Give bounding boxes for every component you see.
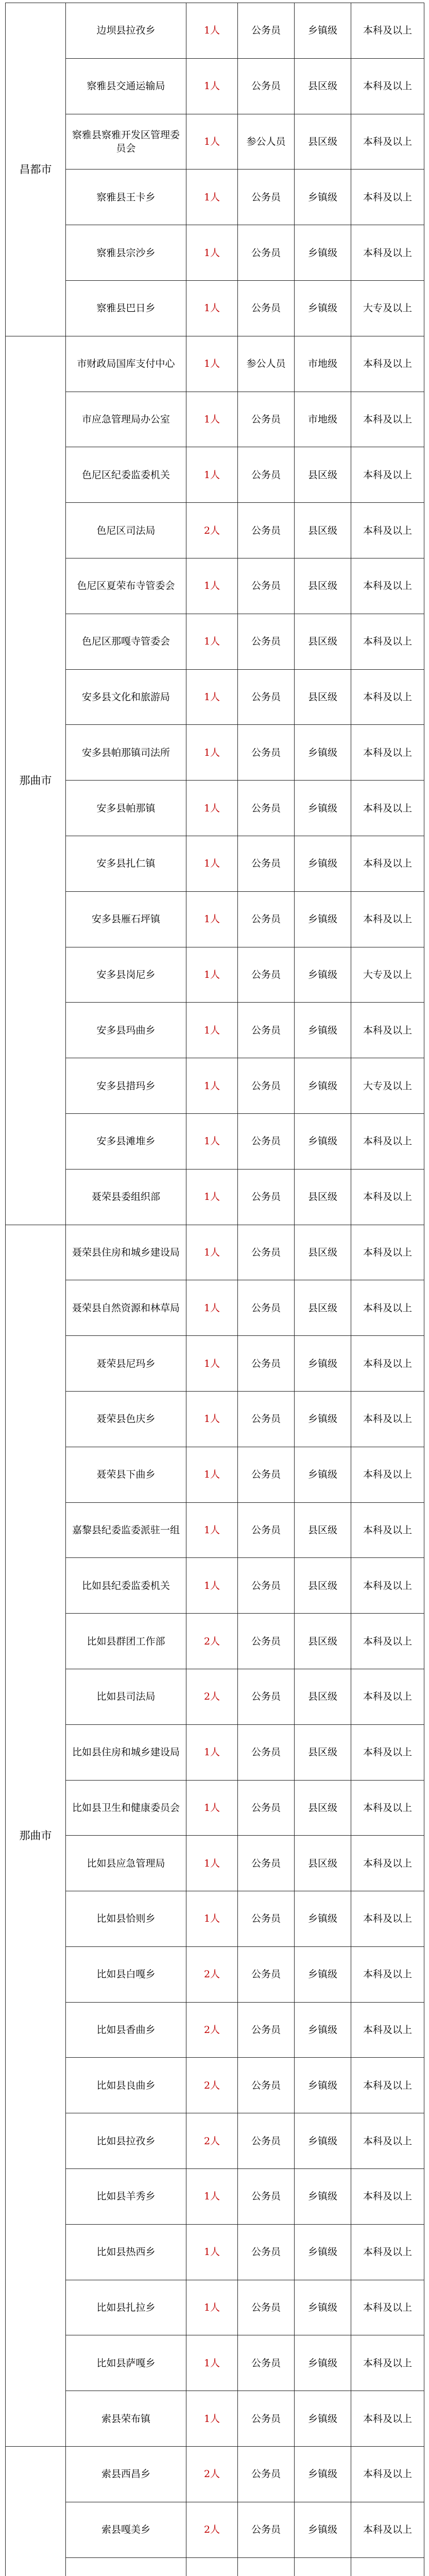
admin-level-cell: 乡镇级 xyxy=(295,2224,351,2280)
unit-name-cell: 安多县帕那镇 xyxy=(66,781,186,836)
table-row xyxy=(6,1502,424,1558)
headcount-cell: 1人 xyxy=(186,1169,238,1225)
education-requirement-cell: 本科及以上 xyxy=(351,336,424,392)
unit-name-cell: 安多县滩堆乡 xyxy=(66,1113,186,1169)
staff-type-cell: 公务员 xyxy=(238,1225,295,1280)
headcount-cell: 2人 xyxy=(186,2058,238,2113)
education-requirement-cell: 本科及以上 xyxy=(351,503,424,558)
unit-name-cell: 比如县应急管理局 xyxy=(66,1836,186,1891)
staff-type-cell: 公务员 xyxy=(238,1502,295,1558)
education-requirement-cell: 本科及以上 xyxy=(351,2280,424,2335)
staff-type-cell: 公务员 xyxy=(238,558,295,614)
staff-type-cell: 公务员 xyxy=(238,3,295,59)
admin-level-cell: 乡镇级 xyxy=(295,891,351,947)
table-row xyxy=(6,1169,424,1225)
headcount-cell: 1人 xyxy=(186,1891,238,1947)
headcount-cell: 1人 xyxy=(186,1836,238,1891)
table-row xyxy=(6,2002,424,2058)
education-requirement-cell: 本科及以上 xyxy=(351,2335,424,2391)
education-requirement-cell: 本科及以上 xyxy=(351,1003,424,1058)
unit-name-cell: 察雅县王卡乡 xyxy=(66,170,186,225)
education-requirement-cell: 本科及以上 xyxy=(351,2113,424,2169)
table-row xyxy=(6,447,424,503)
region-cell: 昌都市 xyxy=(6,3,66,336)
admin-level-cell: 乡镇级 xyxy=(295,1113,351,1169)
headcount-cell: 1人 xyxy=(186,2280,238,2335)
headcount-cell xyxy=(186,2557,238,2576)
unit-name-cell: 比如县萨嘎乡 xyxy=(66,2335,186,2391)
education-requirement-cell: 本科及以上 xyxy=(351,2502,424,2557)
admin-level-cell: 乡镇级 xyxy=(295,1058,351,1114)
unit-name-cell: 比如县羊秀乡 xyxy=(66,2169,186,2225)
unit-name-cell: 安多县文化和旅游局 xyxy=(66,669,186,725)
table-row xyxy=(6,1836,424,1891)
unit-name-cell: 市应急管理局办公室 xyxy=(66,392,186,447)
headcount-cell: 1人 xyxy=(186,2169,238,2225)
unit-name-cell: 索县嘎美乡 xyxy=(66,2502,186,2557)
staff-type-cell: 公务员 xyxy=(238,1891,295,1947)
admin-level-cell: 乡镇级 xyxy=(295,2169,351,2225)
table-row xyxy=(6,114,424,170)
staff-type-cell: 公务员 xyxy=(238,1669,295,1724)
headcount-cell: 1人 xyxy=(186,1336,238,1392)
education-requirement-cell: 本科及以上 xyxy=(351,669,424,725)
admin-level-cell: 县区级 xyxy=(295,1558,351,1614)
admin-level-cell: 乡镇级 xyxy=(295,3,351,59)
staff-type-cell: 公务员 xyxy=(238,1391,295,1447)
unit-name-cell: 比如县住房和城乡建设局 xyxy=(66,1724,186,1780)
headcount-cell: 1人 xyxy=(186,2391,238,2447)
unit-name-cell: 察雅县宗沙乡 xyxy=(66,225,186,281)
education-requirement-cell: 本科及以上 xyxy=(351,3,424,59)
table-row xyxy=(6,2113,424,2169)
table-row xyxy=(6,280,424,336)
unit-name-cell: 比如县卫生和健康委员会 xyxy=(66,1780,186,1836)
unit-name-cell: 比如县良曲乡 xyxy=(66,2058,186,2113)
unit-name-cell: 比如县热西乡 xyxy=(66,2224,186,2280)
admin-level-cell: 乡镇级 xyxy=(295,1447,351,1502)
table-row xyxy=(6,836,424,891)
education-requirement-cell: 本科及以上 xyxy=(351,1169,424,1225)
unit-name-cell: 察雅县察雅开发区管理委员会 xyxy=(66,114,186,170)
unit-name-cell: 色尼区司法局 xyxy=(66,503,186,558)
headcount-cell: 2人 xyxy=(186,1669,238,1724)
staff-type-cell: 公务员 xyxy=(238,1280,295,1336)
unit-name-cell: 察雅县巴日乡 xyxy=(66,280,186,336)
staff-type-cell: 公务员 xyxy=(238,614,295,669)
admin-level-cell: 乡镇级 xyxy=(295,2002,351,2058)
admin-level-cell: 乡镇级 xyxy=(295,725,351,781)
table-row xyxy=(6,2391,424,2447)
table-row xyxy=(6,2169,424,2225)
headcount-cell: 1人 xyxy=(186,891,238,947)
headcount-cell: 2人 xyxy=(186,2113,238,2169)
unit-name-cell: 聂荣县自然资源和林草局 xyxy=(66,1280,186,1336)
education-requirement-cell: 本科及以上 xyxy=(351,1225,424,1280)
admin-level-cell: 乡镇级 xyxy=(295,1391,351,1447)
education-requirement-cell: 本科及以上 xyxy=(351,891,424,947)
staff-type-cell: 公务员 xyxy=(238,503,295,558)
table-row xyxy=(6,3,424,59)
unit-name-cell: 安多县扎仁镇 xyxy=(66,836,186,891)
unit-name-cell: 安多县措玛乡 xyxy=(66,1058,186,1114)
staff-type-cell: 公务员 xyxy=(238,2058,295,2113)
admin-level-cell: 市地级 xyxy=(295,336,351,392)
table-row xyxy=(6,891,424,947)
headcount-cell: 2人 xyxy=(186,2502,238,2557)
staff-type-cell: 公务员 xyxy=(238,1113,295,1169)
staff-type-cell: 公务员 xyxy=(238,2391,295,2447)
education-requirement-cell: 本科及以上 xyxy=(351,447,424,503)
staff-type-cell: 公务员 xyxy=(238,2113,295,2169)
headcount-cell: 1人 xyxy=(186,336,238,392)
education-requirement-cell: 本科及以上 xyxy=(351,781,424,836)
staff-type-cell: 公务员 xyxy=(238,1724,295,1780)
unit-name-cell: 聂荣县住房和城乡建设局 xyxy=(66,1225,186,1280)
unit-name-cell: 比如县香曲乡 xyxy=(66,2002,186,2058)
education-requirement-cell: 本科及以上 xyxy=(351,1669,424,1724)
staff-type-cell: 公务员 xyxy=(238,1003,295,1058)
table-row xyxy=(6,1336,424,1392)
table-row xyxy=(6,669,424,725)
education-requirement-cell: 本科及以上 xyxy=(351,170,424,225)
table-row xyxy=(6,1669,424,1724)
admin-level-cell: 乡镇级 xyxy=(295,1336,351,1392)
headcount-cell: 1人 xyxy=(186,1391,238,1447)
headcount-cell: 1人 xyxy=(186,1003,238,1058)
table-row xyxy=(6,58,424,114)
table-row xyxy=(6,1891,424,1947)
region-cell xyxy=(6,2447,66,2576)
table-row xyxy=(6,1447,424,1502)
headcount-cell: 1人 xyxy=(186,114,238,170)
table-row xyxy=(6,336,424,392)
education-requirement-cell: 本科及以上 xyxy=(351,2002,424,2058)
unit-name-cell: 聂荣县委组织部 xyxy=(66,1169,186,1225)
admin-level-cell: 乡镇级 xyxy=(295,1003,351,1058)
table-row xyxy=(6,1280,424,1336)
table-row xyxy=(6,614,424,669)
admin-level-cell xyxy=(295,2557,351,2576)
admin-level-cell: 乡镇级 xyxy=(295,1946,351,2002)
admin-level-cell: 乡镇级 xyxy=(295,1891,351,1947)
staff-type-cell: 公务员 xyxy=(238,669,295,725)
admin-level-cell: 县区级 xyxy=(295,1614,351,1669)
admin-level-cell: 乡镇级 xyxy=(295,947,351,1003)
admin-level-cell: 乡镇级 xyxy=(295,2335,351,2391)
table-row xyxy=(6,1724,424,1780)
staff-type-cell xyxy=(238,2557,295,2576)
education-requirement-cell: 本科及以上 xyxy=(351,114,424,170)
education-requirement-cell: 本科及以上 xyxy=(351,2447,424,2502)
headcount-cell: 1人 xyxy=(186,947,238,1003)
staff-type-cell: 公务员 xyxy=(238,2169,295,2225)
staff-type-cell: 公务员 xyxy=(238,1169,295,1225)
admin-level-cell: 县区级 xyxy=(295,503,351,558)
table-row xyxy=(6,1113,424,1169)
staff-type-cell: 公务员 xyxy=(238,725,295,781)
headcount-cell: 1人 xyxy=(186,1558,238,1614)
unit-name-cell: 安多县岗尼乡 xyxy=(66,947,186,1003)
table-row xyxy=(6,2058,424,2113)
table-row xyxy=(6,1558,424,1614)
unit-name-cell: 聂荣县尼玛乡 xyxy=(66,1336,186,1392)
headcount-cell: 1人 xyxy=(186,225,238,281)
education-requirement-cell: 本科及以上 xyxy=(351,836,424,891)
admin-level-cell: 乡镇级 xyxy=(295,836,351,891)
headcount-cell: 1人 xyxy=(186,614,238,669)
table-row xyxy=(6,2280,424,2335)
table-row xyxy=(6,2502,424,2557)
table-row xyxy=(6,725,424,781)
education-requirement-cell: 本科及以上 xyxy=(351,2058,424,2113)
unit-name-cell: 聂荣县下曲乡 xyxy=(66,1447,186,1502)
education-requirement-cell: 大专及以上 xyxy=(351,947,424,1003)
staff-type-cell: 公务员 xyxy=(238,2335,295,2391)
education-requirement-cell: 本科及以上 xyxy=(351,392,424,447)
headcount-cell: 1人 xyxy=(186,170,238,225)
unit-name-cell: 比如县司法局 xyxy=(66,1669,186,1724)
staff-type-cell: 公务员 xyxy=(238,1336,295,1392)
education-requirement-cell: 大专及以上 xyxy=(351,280,424,336)
headcount-cell: 2人 xyxy=(186,503,238,558)
admin-level-cell: 县区级 xyxy=(295,558,351,614)
headcount-cell: 1人 xyxy=(186,447,238,503)
headcount-cell: 2人 xyxy=(186,2447,238,2502)
staff-type-cell: 公务员 xyxy=(238,170,295,225)
education-requirement-cell: 本科及以上 xyxy=(351,1113,424,1169)
education-requirement-cell: 本科及以上 xyxy=(351,1780,424,1836)
admin-level-cell: 县区级 xyxy=(295,114,351,170)
admin-level-cell: 县区级 xyxy=(295,669,351,725)
education-requirement-cell: 本科及以上 xyxy=(351,225,424,281)
education-requirement-cell: 本科及以上 xyxy=(351,58,424,114)
staff-type-cell: 公务员 xyxy=(238,2502,295,2557)
admin-level-cell: 县区级 xyxy=(295,1280,351,1336)
table-row xyxy=(6,1391,424,1447)
staff-type-cell: 公务员 xyxy=(238,225,295,281)
headcount-cell: 1人 xyxy=(186,1058,238,1114)
table-row xyxy=(6,1614,424,1669)
headcount-cell: 2人 xyxy=(186,1614,238,1669)
staff-type-cell: 公务员 xyxy=(238,2280,295,2335)
unit-name-cell: 察雅县交通运输局 xyxy=(66,58,186,114)
unit-name-cell: 比如县纪委监委机关 xyxy=(66,1558,186,1614)
headcount-cell: 1人 xyxy=(186,1280,238,1336)
table-row xyxy=(6,2224,424,2280)
admin-level-cell: 县区级 xyxy=(295,1502,351,1558)
admin-level-cell: 市地级 xyxy=(295,392,351,447)
headcount-cell: 1人 xyxy=(186,1447,238,1502)
unit-name-cell: 比如县群团工作部 xyxy=(66,1614,186,1669)
staff-type-cell: 公务员 xyxy=(238,1614,295,1669)
staff-type-cell: 公务员 xyxy=(238,58,295,114)
admin-level-cell: 乡镇级 xyxy=(295,170,351,225)
headcount-cell: 1人 xyxy=(186,836,238,891)
table-row xyxy=(6,1003,424,1058)
staff-type-cell: 公务员 xyxy=(238,947,295,1003)
education-requirement-cell: 本科及以上 xyxy=(351,1447,424,1502)
staff-type-cell: 参公人员 xyxy=(238,336,295,392)
unit-name-cell: 比如县拉孜乡 xyxy=(66,2113,186,2169)
education-requirement-cell: 本科及以上 xyxy=(351,1891,424,1947)
unit-name-cell xyxy=(66,2557,186,2576)
table-row xyxy=(6,225,424,281)
education-requirement-cell: 本科及以上 xyxy=(351,1614,424,1669)
table-row xyxy=(6,2335,424,2391)
table-row xyxy=(6,1058,424,1114)
education-requirement-cell: 本科及以上 xyxy=(351,1336,424,1392)
staff-type-cell: 公务员 xyxy=(238,836,295,891)
unit-name-cell: 安多县玛曲乡 xyxy=(66,1003,186,1058)
admin-level-cell: 乡镇级 xyxy=(295,781,351,836)
admin-level-cell: 县区级 xyxy=(295,614,351,669)
headcount-cell: 1人 xyxy=(186,725,238,781)
admin-level-cell: 县区级 xyxy=(295,1780,351,1836)
staff-type-cell: 公务员 xyxy=(238,392,295,447)
admin-level-cell: 县区级 xyxy=(295,1169,351,1225)
headcount-cell: 1人 xyxy=(186,58,238,114)
admin-level-cell: 县区级 xyxy=(295,58,351,114)
admin-level-cell: 乡镇级 xyxy=(295,225,351,281)
headcount-cell: 1人 xyxy=(186,781,238,836)
headcount-cell: 1人 xyxy=(186,1502,238,1558)
headcount-cell: 1人 xyxy=(186,669,238,725)
education-requirement-cell: 本科及以上 xyxy=(351,1724,424,1780)
unit-name-cell: 比如县白嘎乡 xyxy=(66,1946,186,2002)
headcount-cell: 1人 xyxy=(186,1113,238,1169)
recruitment-table xyxy=(5,3,424,2576)
table-row xyxy=(6,503,424,558)
education-requirement-cell: 本科及以上 xyxy=(351,1502,424,1558)
education-requirement-cell: 本科及以上 xyxy=(351,614,424,669)
staff-type-cell: 公务员 xyxy=(238,1558,295,1614)
admin-level-cell: 乡镇级 xyxy=(295,2447,351,2502)
table-row xyxy=(6,1780,424,1836)
education-requirement-cell: 本科及以上 xyxy=(351,1558,424,1614)
staff-type-cell: 公务员 xyxy=(238,2002,295,2058)
headcount-cell: 1人 xyxy=(186,558,238,614)
education-requirement-cell: 本科及以上 xyxy=(351,1391,424,1447)
headcount-cell: 1人 xyxy=(186,392,238,447)
headcount-cell: 1人 xyxy=(186,2224,238,2280)
staff-type-cell: 公务员 xyxy=(238,1058,295,1114)
admin-level-cell: 乡镇级 xyxy=(295,2502,351,2557)
admin-level-cell: 乡镇级 xyxy=(295,2391,351,2447)
table-row xyxy=(6,392,424,447)
staff-type-cell: 公务员 xyxy=(238,2224,295,2280)
headcount-cell: 2人 xyxy=(186,1946,238,2002)
staff-type-cell: 公务员 xyxy=(238,280,295,336)
unit-name-cell: 色尼区纪委监委机关 xyxy=(66,447,186,503)
admin-level-cell: 县区级 xyxy=(295,1225,351,1280)
education-requirement-cell: 本科及以上 xyxy=(351,2169,424,2225)
unit-name-cell: 比如县扎拉乡 xyxy=(66,2280,186,2335)
unit-name-cell: 色尼区夏荣布寺管委会 xyxy=(66,558,186,614)
table-row xyxy=(6,1946,424,2002)
unit-name-cell: 安多县雁石坪镇 xyxy=(66,891,186,947)
staff-type-cell: 公务员 xyxy=(238,2447,295,2502)
staff-type-cell: 公务员 xyxy=(238,1836,295,1891)
table-row xyxy=(6,170,424,225)
admin-level-cell: 县区级 xyxy=(295,1836,351,1891)
region-cell: 那曲市 xyxy=(6,1225,66,2447)
education-requirement-cell: 本科及以上 xyxy=(351,1836,424,1891)
unit-name-cell: 聂荣县色庆乡 xyxy=(66,1391,186,1447)
headcount-cell: 1人 xyxy=(186,1225,238,1280)
staff-type-cell: 公务员 xyxy=(238,891,295,947)
unit-name-cell: 嘉黎县纪委监委派驻一组 xyxy=(66,1502,186,1558)
staff-type-cell: 公务员 xyxy=(238,1780,295,1836)
admin-level-cell: 县区级 xyxy=(295,1724,351,1780)
staff-type-cell: 公务员 xyxy=(238,1447,295,1502)
table-row xyxy=(6,2557,424,2576)
staff-type-cell: 参公人员 xyxy=(238,114,295,170)
staff-type-cell: 公务员 xyxy=(238,1946,295,2002)
headcount-cell: 1人 xyxy=(186,280,238,336)
headcount-cell: 1人 xyxy=(186,1724,238,1780)
admin-level-cell: 乡镇级 xyxy=(295,2280,351,2335)
staff-type-cell: 公务员 xyxy=(238,781,295,836)
admin-level-cell: 乡镇级 xyxy=(295,2113,351,2169)
education-requirement-cell: 本科及以上 xyxy=(351,2224,424,2280)
unit-name-cell: 市财政局国库支付中心 xyxy=(66,336,186,392)
unit-name-cell: 索县西昌乡 xyxy=(66,2447,186,2502)
education-requirement-cell: 本科及以上 xyxy=(351,558,424,614)
headcount-cell: 1人 xyxy=(186,3,238,59)
education-requirement-cell: 本科及以上 xyxy=(351,1946,424,2002)
unit-name-cell: 边坝县拉孜乡 xyxy=(66,3,186,59)
table-row xyxy=(6,2447,424,2502)
admin-level-cell: 乡镇级 xyxy=(295,2058,351,2113)
staff-type-cell: 公务员 xyxy=(238,447,295,503)
unit-name-cell: 色尼区那嘎寺管委会 xyxy=(66,614,186,669)
unit-name-cell: 比如县恰则乡 xyxy=(66,1891,186,1947)
unit-name-cell: 索县荣布镇 xyxy=(66,2391,186,2447)
education-requirement-cell: 本科及以上 xyxy=(351,1280,424,1336)
admin-level-cell: 县区级 xyxy=(295,447,351,503)
table-row xyxy=(6,558,424,614)
admin-level-cell: 乡镇级 xyxy=(295,280,351,336)
headcount-cell: 1人 xyxy=(186,1780,238,1836)
headcount-cell: 2人 xyxy=(186,2002,238,2058)
table-row xyxy=(6,947,424,1003)
table-row xyxy=(6,781,424,836)
table-row xyxy=(6,1225,424,1280)
education-requirement-cell xyxy=(351,2557,424,2576)
headcount-cell: 1人 xyxy=(186,2335,238,2391)
admin-level-cell: 县区级 xyxy=(295,1669,351,1724)
region-cell: 那曲市 xyxy=(6,336,66,1225)
education-requirement-cell: 大专及以上 xyxy=(351,1058,424,1114)
education-requirement-cell: 本科及以上 xyxy=(351,725,424,781)
unit-name-cell: 安多县帕那镇司法所 xyxy=(66,725,186,781)
education-requirement-cell: 本科及以上 xyxy=(351,2391,424,2447)
